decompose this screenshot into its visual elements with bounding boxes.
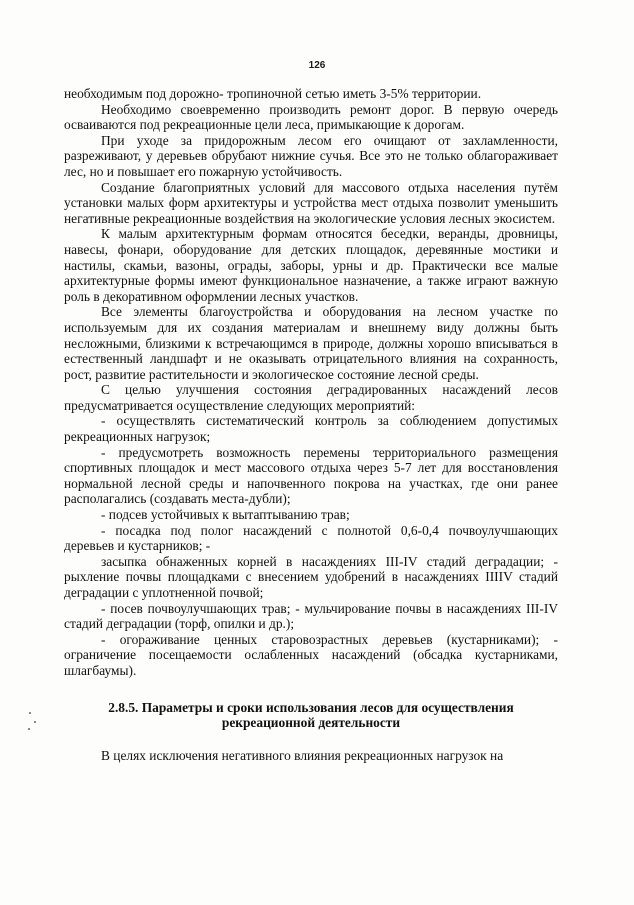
paragraph: - предусмотреть возможность перемены территориального размещения спортивных площадок и мест массового отдыха через 5-7 лет для восстановления нормальной лесной среды и напочвенного покрова на участках, где они ранее располагались (создавать места-дубли); xyxy=(64,444,558,507)
paragraph: К малым архитектурным формам относятся беседки, веранды, дровницы, навесы, фонари, оборудование для детских площадок, деревянные мостики и настилы, скамьи, вазоны, ограды, заборы, урны и др. Практически все малые архитектурные формы имеют функциональное назначение, а также играют важную роль в декоративном оформлении лесных участков. xyxy=(64,226,558,304)
body-text-top xyxy=(64,86,558,679)
page-number: 126 xyxy=(308,60,326,71)
section-heading xyxy=(64,700,558,731)
paragraph: Создание благоприятных условий для массового отдыха населения путём установки малых форм архитектуры и устройства мест отдыха позволит уменьшить негативные рекреационные воздействия на экологические условия лесных экосистем. xyxy=(64,179,558,226)
paragraph: - осуществлять систематический контроль за соблюдением допустимых рекреационных нагрузок; xyxy=(64,413,558,445)
paragraph: - подсев устойчивых к вытаптыванию трав; xyxy=(101,507,350,523)
section-heading-line-2: рекреационной деятельности xyxy=(221,715,401,731)
paragraph: - посев почвоулучшающих трав; - мульчирование почвы в насаждениях III-IV стадий деградации (торф, опилки и др.); xyxy=(64,600,558,632)
paragraph: В целях исключения негативного влияния рекреационных нагрузок на xyxy=(101,747,504,763)
paragraph: - посадка под полог насаждений с полнотой 0,6-0,4 почвоулучшающих деревьев и кустарников; - xyxy=(64,522,558,554)
paragraph: засыпка обнаженных корней в насаждениях III-IV стадий деградации; - рыхление почвы площадками с внесением удобрений в насаждениях IIIIV стадий деградации с уплотненной почвой; xyxy=(64,553,558,600)
page-body xyxy=(64,86,558,763)
paragraph: - огораживание ценных старовозрастных деревьев (кустарниками); - ограничение посещаемости ослабленных насаждений (обсадка кустарниками, шлагбаумы). xyxy=(64,631,558,678)
scan-margin-specks xyxy=(27,712,39,732)
paragraph: Все элементы благоустройства и оборудования на лесном участке по используемым для их создания материалам и внешнему виду должны быть несложными, близкими к встречающимся в природе, должны хорошо вписываться в естественный ландшафт и не оказывать отрицательного влияния на сохранность, рост, развитие растительности и экологическое состояние лесной среды. xyxy=(64,304,558,382)
paragraph: Необходимо своевременно производить ремонт дорог. В первую очередь осваиваются под рекреационные цели леса, примыкающие к дорогам. xyxy=(64,101,558,133)
paragraph: При уходе за придорожным лесом его очищают от захламленности, разреживают, у деревьев обрубают нижние сучья. Все это не только облагораживает лес, но и повышает его пожарную устойчивость. xyxy=(64,132,558,179)
body-text-bottom xyxy=(64,748,558,764)
paragraph: С целью улучшения состояния деградированных насаждений лесов предусматривается осуществление следующих мероприятий: xyxy=(64,382,558,413)
section-heading-line-1: 2.8.5. Параметры и сроки использования лесов для осуществления xyxy=(108,699,514,715)
paragraph: необходимым под дорожно- тропиночной сетью иметь 3-5% территории. xyxy=(64,86,482,101)
